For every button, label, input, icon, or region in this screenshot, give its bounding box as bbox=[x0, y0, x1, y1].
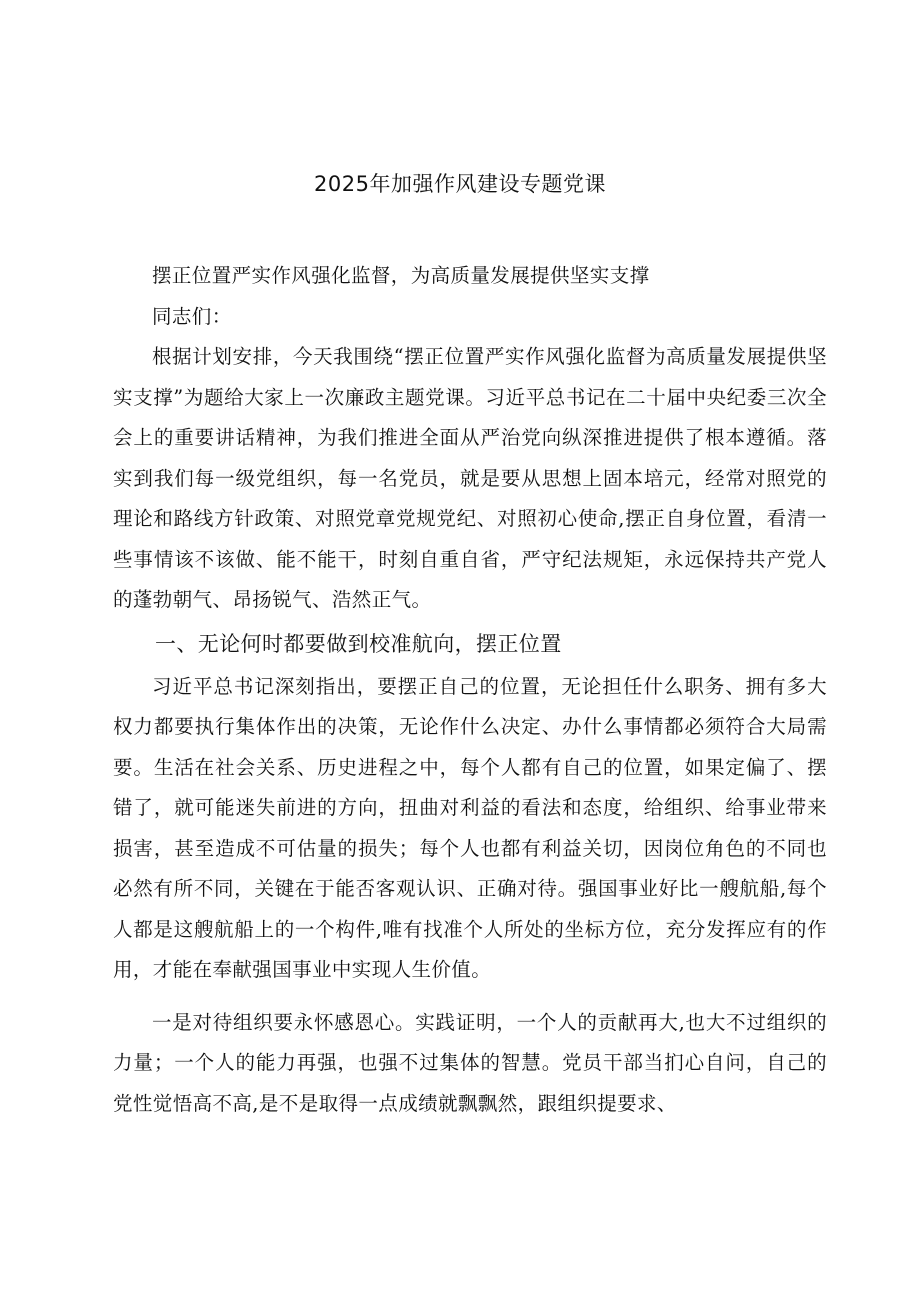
salutation: 同志们： bbox=[152, 304, 232, 328]
document-title: 2025年加强作风建设专题党课 bbox=[314, 172, 606, 196]
document-subtitle: 摆正位置严实作风强化监督，为高质量发展提供坚实支撑 bbox=[152, 264, 650, 287]
document-body bbox=[113, 256, 827, 1124]
section-paragraph: 习近平总书记深刻指出，要摆正自己的位置，无论担任什么职务、拥有多大权力都要执行集体作出的决策，无论作什么决定、办什么事情都必须符合大局需要。生活在社会关系、历史进程之中，每个人都有自己的位置，如果定偏了、摆错了，就可能迷失前进的方向，扭曲对利益的看法和态度，给组织、给事业带来损害，甚至造成不可估量的损失；每个人也都有利益关切，因岗位角色的不同也必然有所不同，关键在于能否客观认识、正确对待。强国事业好比一艘航船,每个人都是这艘航船上的一个构件,唯有找准个人所处的坐标方位，充分发挥应有的作用，才能在奉献强国事业中实现人生价值。 bbox=[113, 674, 827, 981]
intro-paragraph: 根据计划安排，今天我围绕“摆正位置严实作风强化监督为高质量发展提供坚实支撑”为题给大家上一次廉政主题党课。习近平总书记在二十届中央纪委三次全会上的重要讲话精神，为我们推进全面从严治党向纵深推进提供了根本遵循。落实到我们每一级党组织，每一名党员，就是要从思想上固本培元，经常对照党的理论和路线方针政策、对照党章党规党纪、对照初心使命,摆正自身位置，看清一些事情该不该做、能不能干，时刻自重自省，严守纪法规矩，永远保持共产党人的蓬勃朝气、昂扬锐气、浩然正气。 bbox=[113, 345, 827, 611]
section-heading: 一、无论何时都要做到校准航向，摆正位置 bbox=[155, 631, 562, 656]
point-paragraph: 一是对待组织要永怀感恩心。实践证明，一个人的贡献再大,也大不过组织的力量；一个人的能力再强，也强不过集体的智慧。党员干部当扪心自问，自己的党性觉悟高不高,是不是取得一点成绩就飘飘然，跟组织提要求、 bbox=[113, 1010, 827, 1115]
